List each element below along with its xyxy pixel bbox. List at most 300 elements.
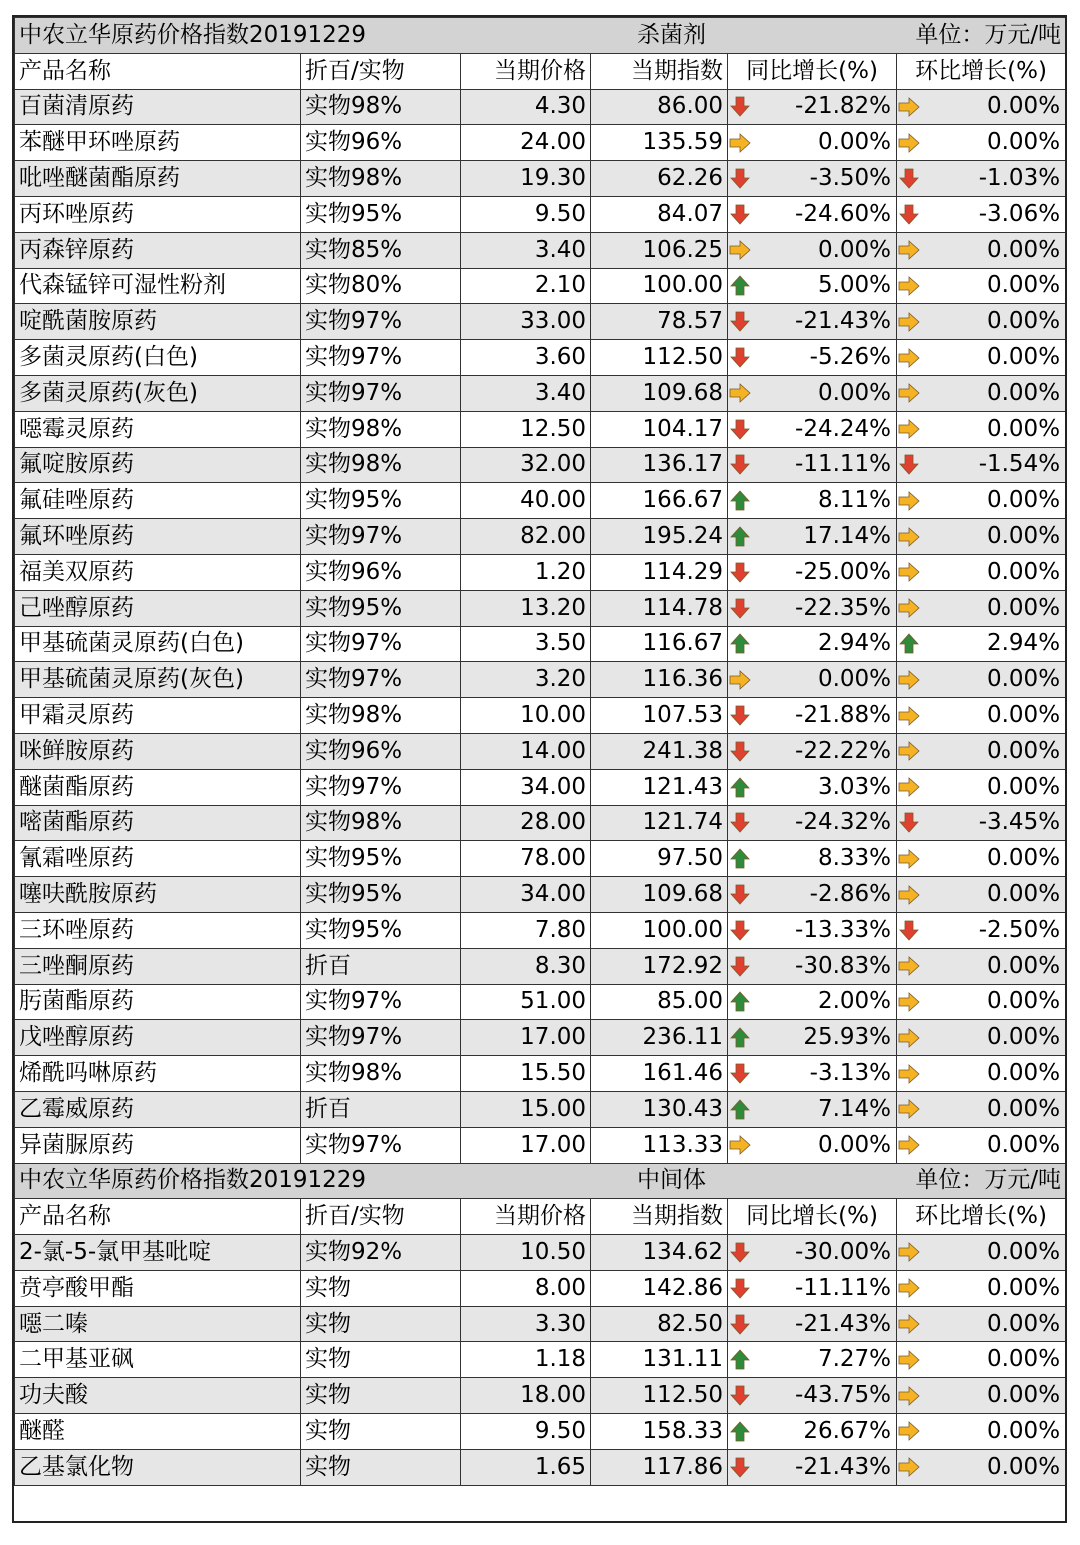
yoy-growth: -3.50% — [753, 161, 897, 197]
table-row — [15, 984, 1066, 1020]
product-form: 实物98% — [301, 805, 461, 841]
arrow-right-icon — [897, 1020, 922, 1056]
arrow-up-icon — [728, 1091, 753, 1127]
arrow-right-icon — [897, 1127, 922, 1163]
arrow-right-icon — [897, 483, 922, 519]
arrow-down-icon — [728, 1378, 753, 1414]
yoy-growth: -21.43% — [753, 1306, 897, 1342]
arrow-down-icon — [728, 411, 753, 447]
product-form: 实物97% — [301, 769, 461, 805]
product-name: 氟环唑原药 — [15, 519, 301, 555]
yoy-growth: -22.35% — [753, 590, 897, 626]
current-index: 100.00 — [591, 268, 728, 304]
price-index-table — [14, 17, 1066, 1486]
current-index: 86.00 — [591, 89, 728, 125]
arrow-down-icon — [728, 877, 753, 913]
product-name: 氟啶胺原药 — [15, 447, 301, 483]
product-name: 嘧菌酯原药 — [15, 805, 301, 841]
product-form: 实物97% — [301, 984, 461, 1020]
product-name: 戊唑醇原药 — [15, 1020, 301, 1056]
arrow-down-icon — [728, 1449, 753, 1485]
current-index: 121.74 — [591, 805, 728, 841]
current-price: 1.65 — [461, 1449, 591, 1485]
arrow-down-icon — [728, 447, 753, 483]
arrow-up-icon — [728, 268, 753, 304]
table-row — [15, 232, 1066, 268]
current-price: 18.00 — [461, 1378, 591, 1414]
header-product-name: 产品名称 — [15, 53, 301, 89]
arrow-right-icon — [728, 375, 753, 411]
arrow-down-icon — [728, 590, 753, 626]
table-row — [15, 948, 1066, 984]
current-price: 8.00 — [461, 1270, 591, 1306]
arrow-down-icon — [897, 912, 922, 948]
arrow-right-icon — [897, 1235, 922, 1271]
current-index: 97.50 — [591, 841, 728, 877]
current-price: 34.00 — [461, 877, 591, 913]
product-form: 实物98% — [301, 89, 461, 125]
header-price: 当期价格 — [461, 53, 591, 89]
current-index: 114.29 — [591, 554, 728, 590]
current-price: 17.00 — [461, 1020, 591, 1056]
section-category: 中间体 — [591, 1163, 753, 1199]
arrow-down-icon — [728, 1270, 753, 1306]
header-product-name: 产品名称 — [15, 1199, 301, 1235]
mom-growth: 0.00% — [922, 411, 1066, 447]
current-price: 8.30 — [461, 948, 591, 984]
product-form: 实物92% — [301, 1235, 461, 1271]
current-price: 10.50 — [461, 1235, 591, 1271]
mom-growth: -1.03% — [922, 161, 1066, 197]
product-name: 甲基硫菌灵原药(灰色) — [15, 662, 301, 698]
header-index: 当期指数 — [591, 53, 728, 89]
current-index: 134.62 — [591, 1235, 728, 1271]
table-row — [15, 519, 1066, 555]
current-index: 107.53 — [591, 698, 728, 734]
arrow-down-icon — [728, 948, 753, 984]
product-name: 多菌灵原药(白色) — [15, 340, 301, 376]
current-index: 78.57 — [591, 304, 728, 340]
arrow-down-icon — [728, 1235, 753, 1271]
table-row — [15, 626, 1066, 662]
mom-growth: 2.94% — [922, 626, 1066, 662]
product-name: 烯酰吗啉原药 — [15, 1056, 301, 1092]
yoy-growth: 8.33% — [753, 841, 897, 877]
mom-growth: 0.00% — [922, 1342, 1066, 1378]
current-index: 109.68 — [591, 877, 728, 913]
yoy-growth: -43.75% — [753, 1378, 897, 1414]
mom-growth: 0.00% — [922, 733, 1066, 769]
arrow-down-icon — [728, 805, 753, 841]
current-price: 3.40 — [461, 375, 591, 411]
current-index: 112.50 — [591, 1378, 728, 1414]
yoy-growth: -22.22% — [753, 733, 897, 769]
current-price: 19.30 — [461, 161, 591, 197]
yoy-growth: -21.43% — [753, 1449, 897, 1485]
current-price: 14.00 — [461, 733, 591, 769]
yoy-growth: 0.00% — [753, 375, 897, 411]
arrow-right-icon — [897, 841, 922, 877]
current-price: 3.20 — [461, 662, 591, 698]
mom-growth: 0.00% — [922, 375, 1066, 411]
product-form: 实物96% — [301, 125, 461, 161]
product-name: 福美双原药 — [15, 554, 301, 590]
table-row — [15, 1342, 1066, 1378]
yoy-growth: -21.82% — [753, 89, 897, 125]
product-name: 己唑醇原药 — [15, 590, 301, 626]
mom-growth: 0.00% — [922, 1020, 1066, 1056]
yoy-growth: 0.00% — [753, 232, 897, 268]
mom-growth: 0.00% — [922, 554, 1066, 590]
yoy-growth: 0.00% — [753, 1127, 897, 1163]
current-index: 161.46 — [591, 1056, 728, 1092]
current-price: 3.30 — [461, 1306, 591, 1342]
arrow-down-icon — [728, 196, 753, 232]
current-price: 33.00 — [461, 304, 591, 340]
table-row — [15, 268, 1066, 304]
arrow-right-icon — [897, 1342, 922, 1378]
current-index: 82.50 — [591, 1306, 728, 1342]
mom-growth: 0.00% — [922, 1127, 1066, 1163]
product-form: 实物98% — [301, 1056, 461, 1092]
current-price: 15.50 — [461, 1056, 591, 1092]
arrow-right-icon — [897, 411, 922, 447]
arrow-down-icon — [728, 733, 753, 769]
product-form: 折百 — [301, 1091, 461, 1127]
mom-growth: 0.00% — [922, 1378, 1066, 1414]
arrow-down-icon — [728, 1306, 753, 1342]
current-index: 85.00 — [591, 984, 728, 1020]
table-row — [15, 89, 1066, 125]
column-header-row — [15, 53, 1066, 89]
mom-growth: 0.00% — [922, 1414, 1066, 1450]
current-price: 40.00 — [461, 483, 591, 519]
product-form: 实物 — [301, 1306, 461, 1342]
table-row — [15, 1020, 1066, 1056]
table-row — [15, 877, 1066, 913]
product-form: 实物98% — [301, 161, 461, 197]
current-index: 84.07 — [591, 196, 728, 232]
yoy-growth: 8.11% — [753, 483, 897, 519]
arrow-down-icon — [728, 912, 753, 948]
current-price: 3.50 — [461, 626, 591, 662]
product-form: 实物97% — [301, 626, 461, 662]
product-form: 实物98% — [301, 447, 461, 483]
product-name: 三唑酮原药 — [15, 948, 301, 984]
product-name: 氟硅唑原药 — [15, 483, 301, 519]
arrow-right-icon — [897, 662, 922, 698]
yoy-growth: -13.33% — [753, 912, 897, 948]
arrow-down-icon — [728, 340, 753, 376]
table-row — [15, 1449, 1066, 1485]
product-form: 实物97% — [301, 662, 461, 698]
mom-growth: 0.00% — [922, 1056, 1066, 1092]
table-row — [15, 805, 1066, 841]
product-form: 实物 — [301, 1342, 461, 1378]
yoy-growth: 2.00% — [753, 984, 897, 1020]
table-row — [15, 1306, 1066, 1342]
current-index: 116.36 — [591, 662, 728, 698]
product-name: 异菌脲原药 — [15, 1127, 301, 1163]
table-row — [15, 733, 1066, 769]
mom-growth: 0.00% — [922, 232, 1066, 268]
product-form: 实物98% — [301, 698, 461, 734]
product-form: 实物96% — [301, 554, 461, 590]
arrow-right-icon — [897, 948, 922, 984]
yoy-growth: -30.00% — [753, 1235, 897, 1271]
mom-growth: 0.00% — [922, 948, 1066, 984]
current-price: 15.00 — [461, 1091, 591, 1127]
current-index: 172.92 — [591, 948, 728, 984]
yoy-growth: -11.11% — [753, 447, 897, 483]
section-banner — [15, 1163, 1066, 1199]
current-price: 51.00 — [461, 984, 591, 1020]
product-name: 甲霜灵原药 — [15, 698, 301, 734]
current-price: 24.00 — [461, 125, 591, 161]
mom-growth: 0.00% — [922, 340, 1066, 376]
arrow-right-icon — [897, 232, 922, 268]
arrow-right-icon — [897, 1414, 922, 1450]
product-name: 吡唑醚菌酯原药 — [15, 161, 301, 197]
current-price: 17.00 — [461, 1127, 591, 1163]
arrow-down-icon — [728, 161, 753, 197]
current-index: 62.26 — [591, 161, 728, 197]
product-name: 甲基硫菌灵原药(白色) — [15, 626, 301, 662]
arrow-right-icon — [897, 304, 922, 340]
product-form: 实物85% — [301, 232, 461, 268]
product-name: 2-氯-5-氯甲基吡啶 — [15, 1235, 301, 1271]
current-index: 236.11 — [591, 1020, 728, 1056]
mom-growth: 0.00% — [922, 1091, 1066, 1127]
arrow-right-icon — [897, 1270, 922, 1306]
product-name: 醚醛 — [15, 1414, 301, 1450]
product-name: 代森锰锌可湿性粉剂 — [15, 268, 301, 304]
yoy-growth: 25.93% — [753, 1020, 897, 1056]
arrow-down-icon — [728, 89, 753, 125]
yoy-growth: 7.14% — [753, 1091, 897, 1127]
product-name: 咪鲜胺原药 — [15, 733, 301, 769]
product-form: 实物95% — [301, 912, 461, 948]
product-form: 实物 — [301, 1378, 461, 1414]
current-index: 100.00 — [591, 912, 728, 948]
yoy-growth: 3.03% — [753, 769, 897, 805]
product-name: 噁二嗪 — [15, 1306, 301, 1342]
table-row — [15, 1091, 1066, 1127]
yoy-growth: 2.94% — [753, 626, 897, 662]
arrow-up-icon — [728, 626, 753, 662]
table-row — [15, 1414, 1066, 1450]
table-row — [15, 554, 1066, 590]
current-price: 9.50 — [461, 196, 591, 232]
arrow-right-icon — [897, 877, 922, 913]
yoy-growth: -25.00% — [753, 554, 897, 590]
mom-growth: 0.00% — [922, 1306, 1066, 1342]
arrow-up-icon — [728, 1020, 753, 1056]
arrow-right-icon — [897, 89, 922, 125]
current-price: 32.00 — [461, 447, 591, 483]
header-form: 折百/实物 — [301, 1199, 461, 1235]
current-index: 130.43 — [591, 1091, 728, 1127]
current-index: 135.59 — [591, 125, 728, 161]
table-row — [15, 340, 1066, 376]
product-name: 丙环唑原药 — [15, 196, 301, 232]
current-price: 34.00 — [461, 769, 591, 805]
table-row — [15, 375, 1066, 411]
mom-growth: 0.00% — [922, 519, 1066, 555]
arrow-up-icon — [728, 519, 753, 555]
product-form: 实物98% — [301, 411, 461, 447]
product-name: 二甲基亚砜 — [15, 1342, 301, 1378]
product-form: 实物97% — [301, 375, 461, 411]
section-title: 中农立华原药价格指数20191229 — [15, 18, 591, 54]
mom-growth: 0.00% — [922, 268, 1066, 304]
yoy-growth: -21.88% — [753, 698, 897, 734]
mom-growth: -3.06% — [922, 196, 1066, 232]
arrow-right-icon — [897, 375, 922, 411]
arrow-right-icon — [728, 125, 753, 161]
current-index: 116.67 — [591, 626, 728, 662]
product-form: 实物 — [301, 1270, 461, 1306]
current-index: 104.17 — [591, 411, 728, 447]
mom-growth: 0.00% — [922, 877, 1066, 913]
section-banner — [15, 18, 1066, 54]
arrow-right-icon — [897, 590, 922, 626]
product-name: 醚菌酯原药 — [15, 769, 301, 805]
arrow-down-icon — [728, 1056, 753, 1092]
product-name: 百菌清原药 — [15, 89, 301, 125]
current-index: 109.68 — [591, 375, 728, 411]
arrow-right-icon — [897, 769, 922, 805]
table-row — [15, 662, 1066, 698]
current-index: 121.43 — [591, 769, 728, 805]
product-name: 贲亭酸甲酯 — [15, 1270, 301, 1306]
mom-growth: 0.00% — [922, 1270, 1066, 1306]
product-form: 实物95% — [301, 877, 461, 913]
mom-growth: 0.00% — [922, 590, 1066, 626]
mom-growth: 0.00% — [922, 1449, 1066, 1485]
table-row — [15, 1056, 1066, 1092]
yoy-growth: -24.60% — [753, 196, 897, 232]
header-price: 当期价格 — [461, 1199, 591, 1235]
arrow-right-icon — [897, 1056, 922, 1092]
section-title: 中农立华原药价格指数20191229 — [15, 1163, 591, 1199]
yoy-growth: 5.00% — [753, 268, 897, 304]
current-index: 113.33 — [591, 1127, 728, 1163]
mom-growth: 0.00% — [922, 89, 1066, 125]
current-index: 112.50 — [591, 340, 728, 376]
current-index: 158.33 — [591, 1414, 728, 1450]
product-form: 实物95% — [301, 483, 461, 519]
table-row — [15, 769, 1066, 805]
mom-growth: 0.00% — [922, 841, 1066, 877]
product-form: 实物80% — [301, 268, 461, 304]
product-form: 实物95% — [301, 841, 461, 877]
header-mom: 环比增长(%) — [897, 1199, 1066, 1235]
current-index: 166.67 — [591, 483, 728, 519]
mom-growth: 0.00% — [922, 698, 1066, 734]
current-index: 142.86 — [591, 1270, 728, 1306]
section-unit: 单位：万元/吨 — [753, 18, 1066, 54]
product-form: 实物97% — [301, 1020, 461, 1056]
current-price: 9.50 — [461, 1414, 591, 1450]
yoy-growth: -24.24% — [753, 411, 897, 447]
arrow-up-icon — [897, 626, 922, 662]
product-name: 功夫酸 — [15, 1378, 301, 1414]
product-name: 噻呋酰胺原药 — [15, 877, 301, 913]
current-price: 13.20 — [461, 590, 591, 626]
arrow-up-icon — [728, 1342, 753, 1378]
header-index: 当期指数 — [591, 1199, 728, 1235]
yoy-growth: -2.86% — [753, 877, 897, 913]
product-name: 三环唑原药 — [15, 912, 301, 948]
header-yoy: 同比增长(%) — [728, 1199, 897, 1235]
mom-growth: 0.00% — [922, 769, 1066, 805]
current-price: 28.00 — [461, 805, 591, 841]
arrow-down-icon — [897, 805, 922, 841]
arrow-down-icon — [728, 304, 753, 340]
product-name: 丙森锌原药 — [15, 232, 301, 268]
product-name: 氰霜唑原药 — [15, 841, 301, 877]
product-name: 苯醚甲环唑原药 — [15, 125, 301, 161]
arrow-down-icon — [897, 196, 922, 232]
yoy-growth: -21.43% — [753, 304, 897, 340]
arrow-down-icon — [897, 447, 922, 483]
arrow-right-icon — [897, 733, 922, 769]
current-price: 82.00 — [461, 519, 591, 555]
table-row — [15, 1127, 1066, 1163]
product-form: 实物95% — [301, 196, 461, 232]
table-row — [15, 483, 1066, 519]
arrow-right-icon — [897, 519, 922, 555]
current-price: 1.18 — [461, 1342, 591, 1378]
mom-growth: 0.00% — [922, 984, 1066, 1020]
product-form: 实物95% — [301, 590, 461, 626]
current-index: 136.17 — [591, 447, 728, 483]
mom-growth: -2.50% — [922, 912, 1066, 948]
current-price: 1.20 — [461, 554, 591, 590]
product-form: 实物97% — [301, 340, 461, 376]
current-price: 10.00 — [461, 698, 591, 734]
table-row — [15, 447, 1066, 483]
current-index: 106.25 — [591, 232, 728, 268]
arrow-right-icon — [897, 1378, 922, 1414]
arrow-right-icon — [897, 698, 922, 734]
header-form: 折百/实物 — [301, 53, 461, 89]
arrow-down-icon — [728, 698, 753, 734]
yoy-growth: -5.26% — [753, 340, 897, 376]
mom-growth: 0.00% — [922, 662, 1066, 698]
arrow-right-icon — [897, 1306, 922, 1342]
current-price: 3.60 — [461, 340, 591, 376]
table-row — [15, 1378, 1066, 1414]
mom-growth: 0.00% — [922, 304, 1066, 340]
current-price: 12.50 — [461, 411, 591, 447]
current-index: 114.78 — [591, 590, 728, 626]
yoy-growth: 17.14% — [753, 519, 897, 555]
current-price: 3.40 — [461, 232, 591, 268]
arrow-right-icon — [897, 1449, 922, 1485]
table-row — [15, 841, 1066, 877]
arrow-down-icon — [897, 161, 922, 197]
mom-growth: 0.00% — [922, 125, 1066, 161]
arrow-right-icon — [897, 554, 922, 590]
product-name: 乙霉威原药 — [15, 1091, 301, 1127]
product-form: 实物97% — [301, 1127, 461, 1163]
current-index: 241.38 — [591, 733, 728, 769]
arrow-right-icon — [897, 340, 922, 376]
arrow-up-icon — [728, 984, 753, 1020]
table-row — [15, 912, 1066, 948]
